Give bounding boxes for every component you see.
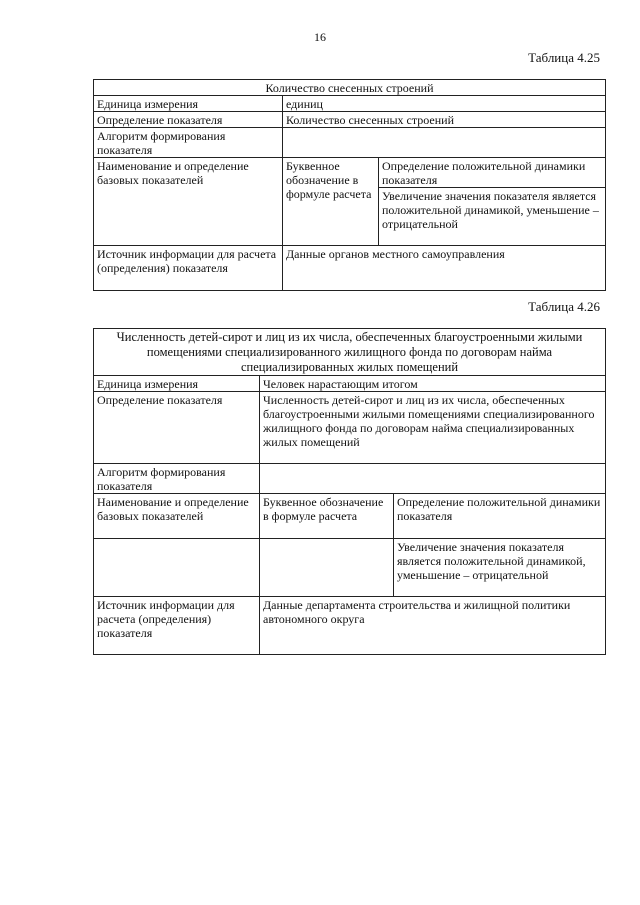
positive-dynamics-value: Увеличение значения показателя является положительной динамикой, уменьшение – отрицательной [379,188,606,246]
letter-designation-empty [260,539,394,597]
source-label: Источник информации для расчета (определения) показателя [94,597,260,655]
table-title: Численность детей-сирот и лиц из их числа, обеспеченных благоустроенными жилыми помещениями специализированного жилищного фонда по договорам найма специализированных жилых помещений [94,329,606,376]
algorithm-label: Алгоритм формирования показателя [94,464,260,494]
algorithm-label: Алгоритм формирования показателя [94,128,283,158]
algorithm-value [260,464,606,494]
indicator-table-4-26 [93,328,606,655]
unit-label: Единица измерения [94,376,260,392]
page-number: 16 [314,30,326,44]
source-label: Источник информации для расчета (определения) показателя [94,246,283,291]
letter-designation-label: Буквенное обозначение в формуле расчета [260,494,394,539]
positive-dynamics-value: Увеличение значения показателя является положительной динамикой, уменьшение – отрицательной [394,539,606,597]
definition-label: Определение показателя [94,392,260,464]
positive-dynamics-label: Определение положительной динамики показателя [394,494,606,539]
base-indicators-empty [94,539,260,597]
source-value: Данные департамента строительства и жилищной политики автономного округа [260,597,606,655]
unit-label: Единица измерения [94,96,283,112]
letter-designation-label: Буквенное обозначение в формуле расчета [283,158,379,246]
algorithm-value [283,128,606,158]
definition-value: Численность детей-сирот и лиц из их числа, обеспеченных благоустроенными жилыми помещениями специализированного жилищного фонда по договорам найма специализированных жилых помещений [260,392,606,464]
unit-value: единиц [283,96,606,112]
indicator-table-4-25 [93,79,606,291]
base-indicators-label: Наименование и определение базовых показателей [94,158,283,246]
positive-dynamics-label: Определение положительной динамики показателя [379,158,606,188]
base-indicators-label: Наименование и определение базовых показателей [94,494,260,539]
definition-label: Определение показателя [94,112,283,128]
definition-value: Количество снесенных строений [283,112,606,128]
table-title: Количество снесенных строений [94,80,606,96]
source-value: Данные органов местного самоуправления [283,246,606,291]
table-caption-4-26: Таблица 4.26 [528,299,600,314]
unit-value: Человек нарастающим итогом [260,376,606,392]
table-caption-4-25: Таблица 4.25 [528,50,600,65]
